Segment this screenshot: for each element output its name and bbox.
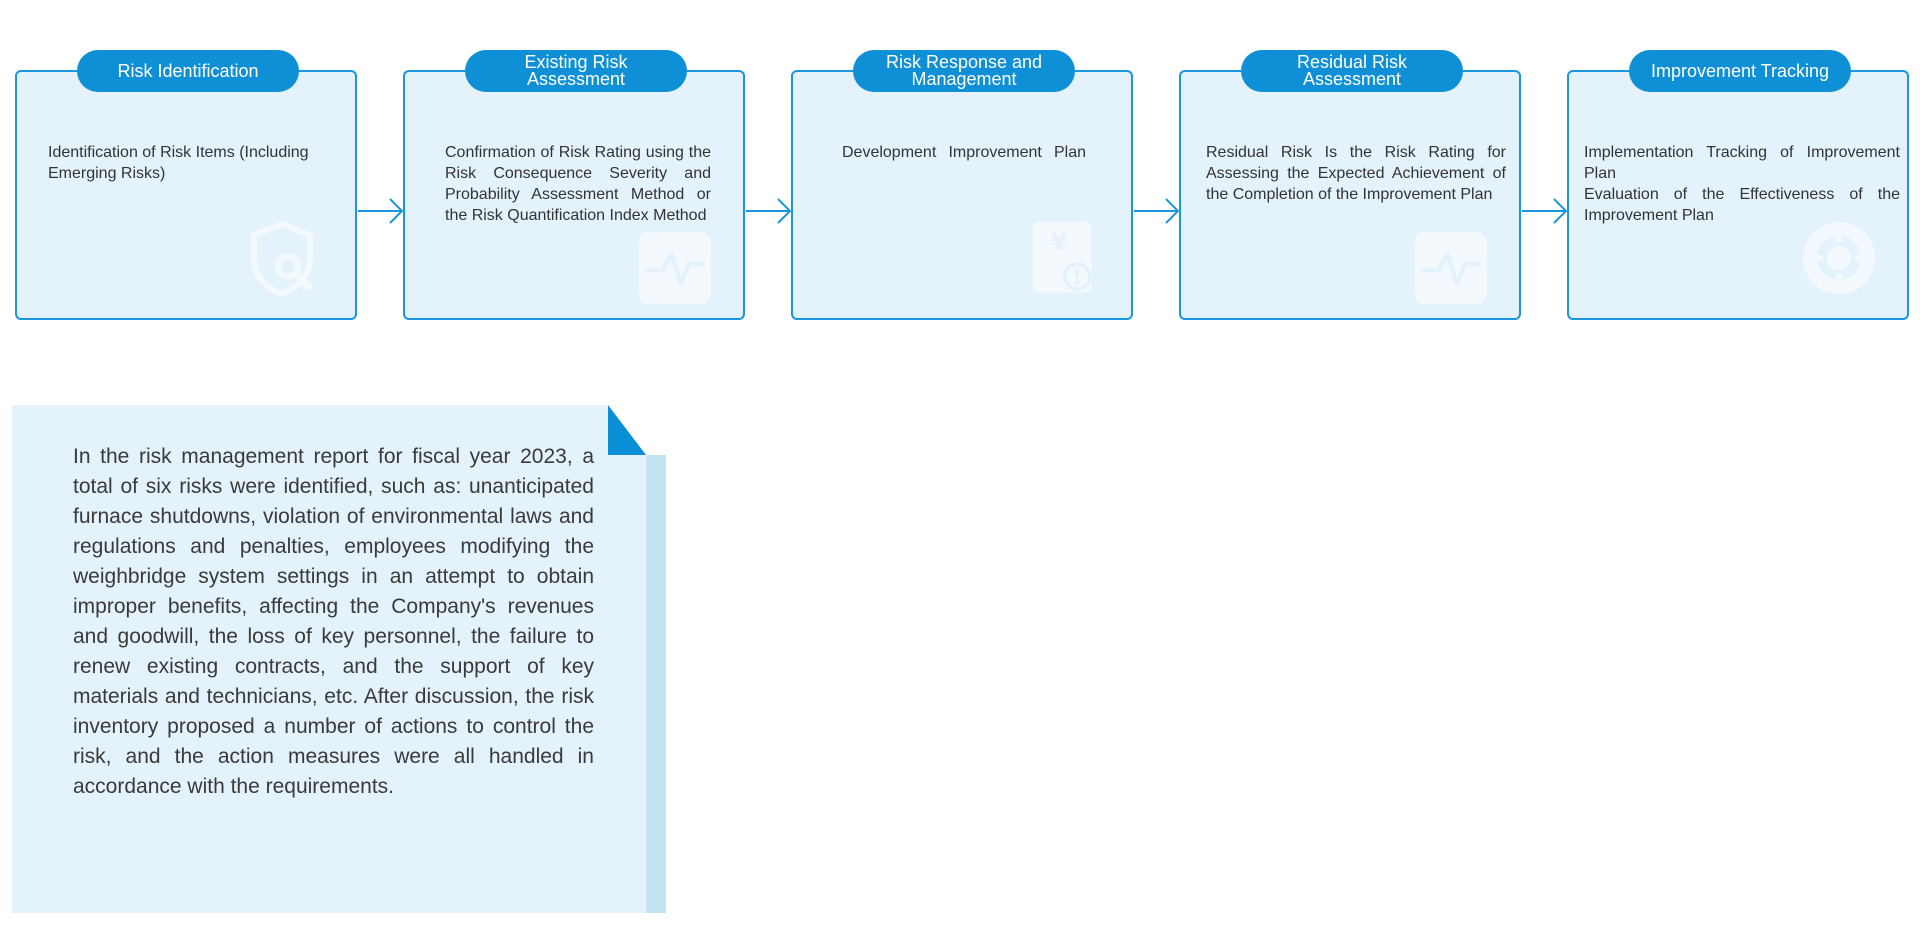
stage-title: Residual Risk Assessment [1296, 52, 1408, 89]
stage-description: Implementation Tracking of Improvement Plan Evaluation of the Effectiveness of the Improvement Plan [1584, 144, 1900, 224]
stage-title-pill [1629, 50, 1851, 92]
stage-title: Improvement Tracking [1650, 60, 1830, 81]
stage-risk-identification [15, 60, 357, 320]
stage-improvement-tracking [1567, 60, 1909, 320]
pulse-chart-icon [1411, 228, 1491, 308]
stage-risk-response-and-management [791, 52, 1133, 320]
svg-text:¥: ¥ [1050, 227, 1068, 256]
flow-arrow [1134, 196, 1180, 226]
stage-description: Residual Risk Is the Risk Rating for Assessing the Expected Achievement of the Completion of the Improvement Plan [1206, 144, 1506, 203]
shield-search-icon [244, 218, 324, 298]
yen-document-alert-icon [1023, 218, 1103, 298]
stage-title-pill [465, 50, 687, 92]
stage-title: Existing Risk Assessment [524, 52, 628, 89]
stage-title-pill [1241, 50, 1463, 92]
flow-arrow [358, 196, 404, 226]
stage-title: Risk Response and Management [885, 52, 1043, 89]
stage-title-pill [77, 50, 299, 92]
fiscal-2023-risk-summary-note [12, 405, 666, 913]
risk-management-process-flow [0, 0, 1920, 340]
stage-title-pill [853, 50, 1075, 92]
stage-description: Confirmation of Risk Rating using the Risk Consequence Severity and Probability Assessment Method or the Risk Quantification Index Method [445, 144, 711, 224]
target-icon [1799, 218, 1879, 298]
stage-description: Identification of Risk Items (Including Emerging Risks) [48, 144, 309, 182]
flow-arrow [746, 196, 792, 226]
stage-residual-risk-assessment [1179, 52, 1521, 320]
stage-title: Risk Identification [117, 60, 259, 81]
flow-arrow [1522, 196, 1568, 226]
pulse-chart-icon [635, 228, 715, 308]
note-text: In the risk management report for fiscal year 2023, a total of six risks were identified, such as: unanticipated furnace shutdowns, violation of environmental laws and regulations and penalties, employees modifying the weighbridge system settings in an attempt to obtain improper benefits, affecting the Company's revenues and goodwill, the loss of key personnel, the failure to renew existing contracts, and the support of key materials and technicians, etc. After discussion, the risk inventory proposed a number of actions to control the risk, and the action measures were all handled in accordance with the requirements. [73, 445, 594, 798]
stage-description: Development Improvement Plan [842, 144, 1086, 161]
stage-existing-risk-assessment [403, 52, 745, 320]
